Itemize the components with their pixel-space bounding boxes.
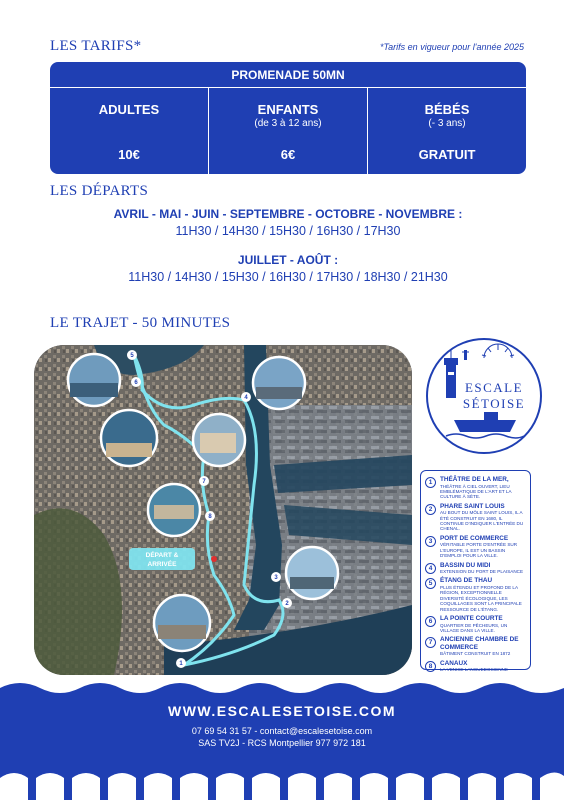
tarifs-header: PROMENADE 50MN bbox=[50, 62, 526, 88]
marker-1 bbox=[176, 658, 186, 668]
legend-item: 1 THÉÂTRE DE LA MER, THÉÂTRE À CIEL OUVERT, LIEU EMBLÉMATIQUE DE L'ART ET LA CULTURE À SÈTE. bbox=[425, 476, 526, 500]
map-image bbox=[34, 345, 412, 675]
photo-port bbox=[286, 547, 338, 599]
departs-period: JUILLET - AOÛT : bbox=[237, 253, 339, 267]
tarif-sub: (- 3 ans) bbox=[428, 118, 466, 129]
photo-bassin bbox=[148, 484, 200, 536]
tarif-bebes bbox=[367, 88, 526, 174]
marker-6 bbox=[131, 377, 141, 387]
tarifs-title: LES TARIFS* bbox=[50, 38, 142, 54]
svg-text:5: 5 bbox=[130, 353, 134, 359]
contact-info[interactable]: 07 69 54 31 57 - contact@escalesetoise.com bbox=[191, 726, 373, 736]
tarif-price: 10€ bbox=[118, 147, 140, 162]
photo-phare bbox=[154, 595, 210, 651]
svg-text:2: 2 bbox=[285, 601, 289, 607]
start-marker bbox=[211, 556, 217, 562]
tarif-label: BÉBÉS bbox=[424, 102, 470, 117]
marker-5 bbox=[127, 350, 137, 360]
departs-period: AVRIL - MAI - JUIN - SEPTEMBRE - OCTOBRE - NOVEMBRE : bbox=[113, 207, 463, 221]
tarif-label: ENFANTS bbox=[257, 102, 319, 117]
tarif-price: 6€ bbox=[280, 147, 296, 162]
logo-text-2: SÉTOISE bbox=[462, 396, 526, 411]
legend-item: 7 ANCIENNE CHAMBRE DE COMMERCE BÂTIMENT CONSTRUIT EN 1872 bbox=[425, 636, 526, 656]
route-map bbox=[34, 345, 412, 675]
svg-text:1: 1 bbox=[179, 661, 183, 667]
logo-text-1: ESCALE bbox=[464, 380, 524, 395]
marker-7 bbox=[199, 476, 209, 486]
marker-3 bbox=[271, 572, 281, 582]
footer bbox=[0, 678, 564, 800]
photo-chambre bbox=[193, 414, 245, 466]
departs-times: 11H30 / 14H30 / 15H30 / 16H30 / 17H30 / 18H30 / 21H30 bbox=[128, 270, 448, 284]
legend-item: 8 CANAUX LA VENISE LANGUEDOCIENNE bbox=[425, 660, 526, 673]
tarif-price: GRATUIT bbox=[418, 147, 476, 162]
svg-text:3: 3 bbox=[274, 575, 278, 581]
departs-block-1 bbox=[60, 206, 516, 240]
marker-2 bbox=[282, 598, 292, 608]
start-label-1: DÉPART & bbox=[145, 552, 179, 559]
departs-block-2 bbox=[60, 252, 516, 286]
legend-item: 3 PORT DE COMMERCE VÉRITABLE PORTE D'ENTRÉE SUR L'EUROPE, IL EST UN BASSIN D'EMPLOI POUR LA VILLE. bbox=[425, 535, 526, 559]
legend-item: 4 BASSIN DU MIDI EXTENSION DU PORT DE PLAISANCE bbox=[425, 562, 526, 575]
legal-info: SAS TV2J - RCS Montpellier 977 972 181 bbox=[198, 738, 366, 748]
tarifs-card bbox=[50, 62, 526, 174]
legend-item: 5 ÉTANG DE THAU PLUS ÉTENDU ET PROFOND DE LA RÉGION, EXCEPTIONNELLE DIVERSITÉ ÉCOLOGIQUE, LES COQUILLAGES SONT LA PRINCIPALE RESSOURCE DE L'ÉTANG. bbox=[425, 577, 526, 612]
legend-item: 6 LA POINTE COURTE QUARTIER DE PÊCHEURS, UN VILLAGE DANS LA VILLE. bbox=[425, 615, 526, 633]
photo-pointe-courte bbox=[253, 357, 305, 409]
svg-text:4: 4 bbox=[244, 395, 248, 401]
tarif-adultes bbox=[50, 88, 208, 174]
svg-text:7: 7 bbox=[202, 479, 206, 485]
trajet-title: LE TRAJET - 50 MINUTES bbox=[50, 315, 231, 331]
photo-canaux bbox=[101, 410, 157, 466]
svg-text:8: 8 bbox=[208, 514, 212, 520]
photo-etang bbox=[68, 354, 120, 406]
tarif-enfants bbox=[208, 88, 367, 174]
marker-8 bbox=[205, 511, 215, 521]
website-link[interactable]: WWW.ESCALESETOISE.COM bbox=[167, 703, 397, 719]
tarif-label: ADULTES bbox=[98, 102, 160, 117]
departs-times: 11H30 / 14H30 / 15H30 / 16H30 / 17H30 bbox=[175, 224, 401, 238]
escale-setoise-logo bbox=[424, 336, 544, 456]
svg-text:6: 6 bbox=[134, 380, 138, 386]
start-label-2: ARRIVÉE bbox=[147, 561, 177, 568]
marker-4 bbox=[241, 392, 251, 402]
tarifs-note: *Tarifs en vigueur pour l'année 2025 bbox=[380, 42, 524, 52]
legend-item: 2 PHARE SAINT LOUIS AU BOUT DU MÔLE SAINT LOUIS, IL A ÉTÉ CONSTRUIT EN 1680, IL CONTINUE D'INDIQUER L'ENTRÉE DU CHENAL. bbox=[425, 503, 526, 532]
tarif-sub: (de 3 à 12 ans) bbox=[254, 118, 322, 129]
departs-title: LES DÉPARTS bbox=[50, 183, 149, 199]
legend bbox=[420, 470, 531, 673]
